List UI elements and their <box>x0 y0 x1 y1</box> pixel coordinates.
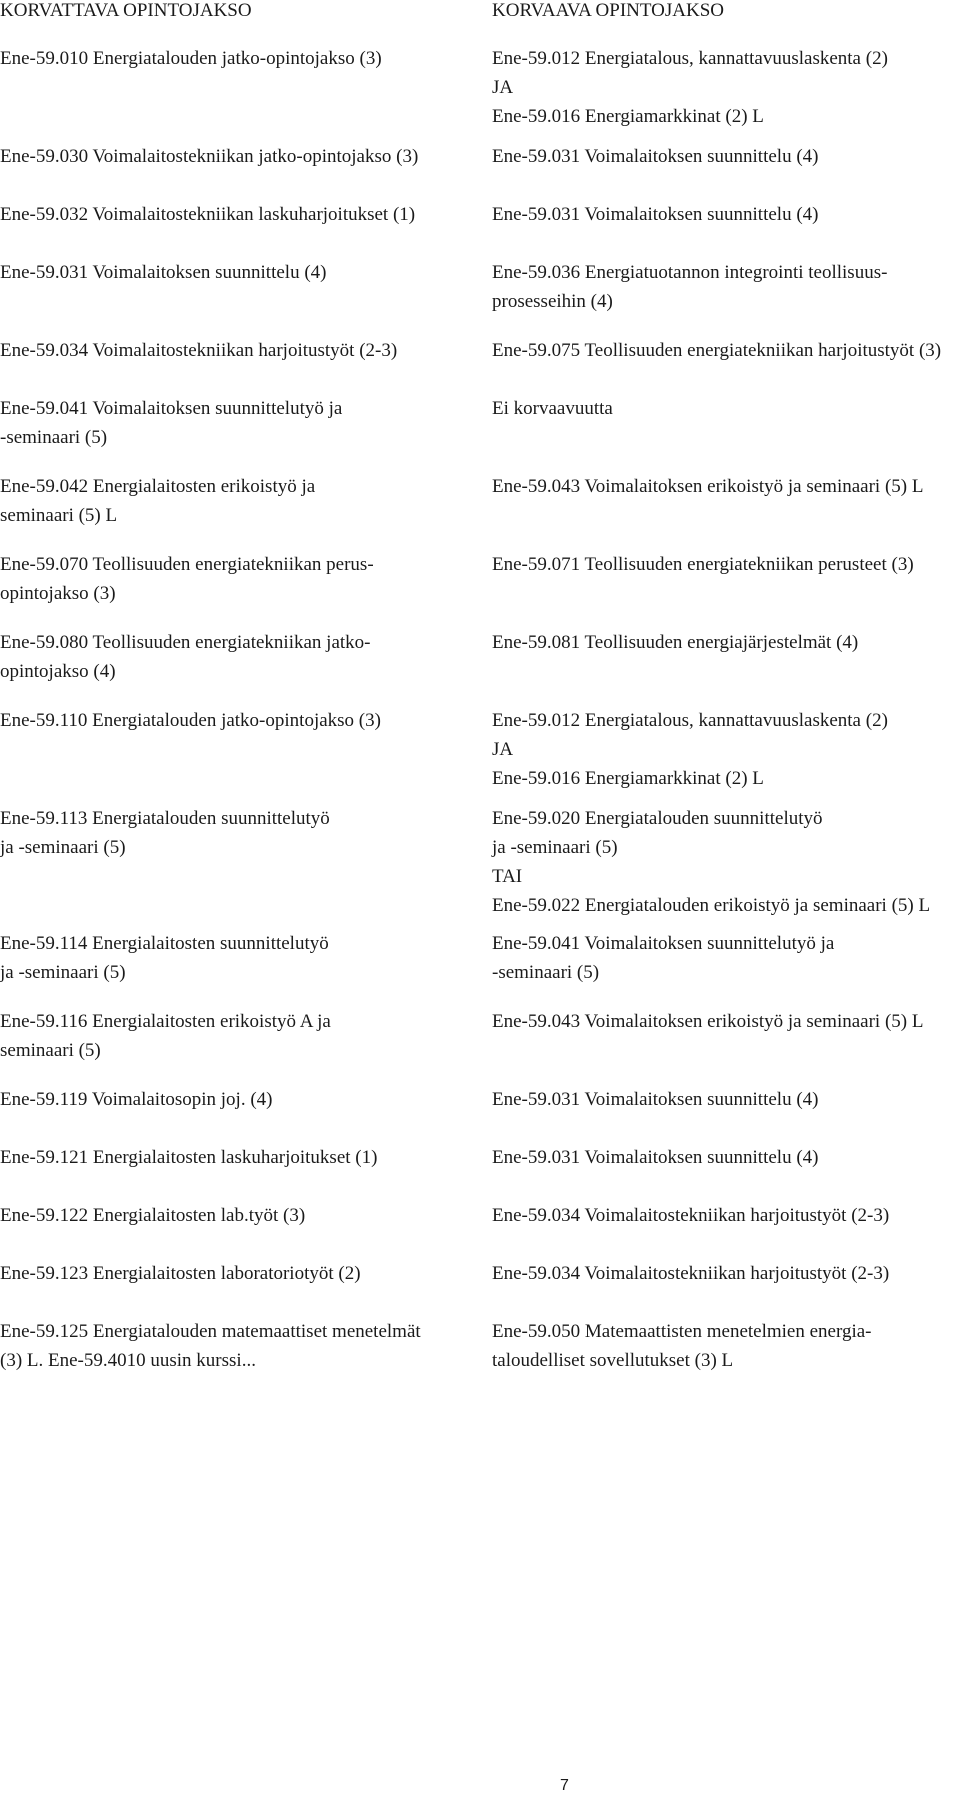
replacing-course-cell <box>492 1085 960 1114</box>
course-text-line: Ene-59.110 Energiatalouden jatko-opintojakso (3) <box>0 710 381 731</box>
course-text-line: Ene-59.070 Teollisuuden energiatekniikan perus- <box>0 554 374 575</box>
course-text-line: taloudelliset sovellutukset (3) L <box>492 1350 734 1371</box>
replacing-course-cell <box>492 258 960 316</box>
replaced-course-cell <box>0 1085 460 1114</box>
course-text-line: Ene-59.030 Voimalaitostekniikan jatko-opintojakso (3) <box>0 146 419 167</box>
replacing-course-cell <box>492 336 960 365</box>
replacing-course-cell <box>492 1007 960 1036</box>
course-text-line: Ene-59.043 Voimalaitoksen erikoistyö ja seminaari (5) L <box>492 1011 924 1032</box>
replaced-course-cell <box>0 258 460 287</box>
replaced-course-cell <box>0 200 460 229</box>
replaced-course-cell <box>0 550 460 608</box>
course-text-line: Ene-59.034 Voimalaitostekniikan harjoitustyöt (2-3) <box>0 340 398 361</box>
replaced-course-cell <box>0 44 460 73</box>
course-text-line: ja -seminaari (5) <box>492 837 618 858</box>
replacing-course-cell <box>492 1317 960 1375</box>
replacing-course-cell <box>492 550 960 579</box>
course-text-line: Ene-59.016 Energiamarkkinat (2) L <box>492 106 764 127</box>
replacing-course-cell <box>492 1201 960 1230</box>
replaced-course-cell <box>0 394 460 452</box>
course-text-line: Ene-59.041 Voimalaitoksen suunnittelutyö ja <box>0 398 343 419</box>
replaced-course-cell <box>0 628 460 686</box>
replacing-course-cell <box>492 472 960 501</box>
course-text-line: opintojakso (3) <box>0 583 116 604</box>
course-text-line: Ene-59.031 Voimalaitoksen suunnittelu (4) <box>492 1089 819 1110</box>
course-text-line: Ene-59.022 Energiatalouden erikoistyö ja seminaari (5) L <box>492 895 931 916</box>
replacing-course-cell <box>492 706 960 793</box>
course-text-line: Ene-59.125 Energiatalouden matemaattiset menetelmät <box>0 1321 421 1342</box>
course-text-line: Ene-59.032 Voimalaitostekniikan laskuharjoitukset (1) <box>0 204 416 225</box>
course-text-line: seminaari (5) L <box>0 505 118 526</box>
course-text-line: Ene-59.081 Teollisuuden energiajärjestelmät (4) <box>492 632 859 653</box>
course-text-line: Ene-59.075 Teollisuuden energiatekniikan harjoitustyöt (3) <box>492 340 942 361</box>
course-text-line: Ene-59.031 Voimalaitoksen suunnittelu (4) <box>492 1147 819 1168</box>
replaced-course-cell <box>0 929 460 987</box>
course-text-line: -seminaari (5) <box>0 427 108 448</box>
course-text-line: JA <box>492 739 514 760</box>
course-text-line: Ene-59.043 Voimalaitoksen erikoistyö ja seminaari (5) L <box>492 476 924 497</box>
course-text-line: ja -seminaari (5) <box>0 837 126 858</box>
replaced-course-cell <box>0 1317 460 1375</box>
course-text-line: Ene-59.119 Voimalaitosopin joj. (4) <box>0 1089 273 1110</box>
course-text-line: Ene-59.123 Energialaitosten laboratoriotyöt (2) <box>0 1263 361 1284</box>
replacing-course-cell <box>492 1259 960 1288</box>
course-text-line: Ene-59.020 Energiatalouden suunnittelutyö <box>492 808 823 829</box>
replacing-course-cell <box>492 804 960 920</box>
course-text-line: Ene-59.071 Teollisuuden energiatekniikan perusteet (3) <box>492 554 914 575</box>
course-text-line: TAI <box>492 866 523 887</box>
replaced-course-cell <box>0 1007 460 1065</box>
course-text-line: Ene-59.036 Energiatuotannon integrointi teollisuus- <box>492 262 888 283</box>
course-text-line: -seminaari (5) <box>492 962 600 983</box>
course-text-line: Ene-59.031 Voimalaitoksen suunnittelu (4) <box>492 204 819 225</box>
course-text-line: Ene-59.121 Energialaitosten laskuharjoitukset (1) <box>0 1147 378 1168</box>
course-text-line: Ene-59.034 Voimalaitostekniikan harjoitustyöt (2-3) <box>492 1263 890 1284</box>
course-text-line: seminaari (5) <box>0 1040 101 1061</box>
replaced-course-cell <box>0 142 460 171</box>
course-text-line: Ene-59.034 Voimalaitostekniikan harjoitustyöt (2-3) <box>492 1205 890 1226</box>
course-text-line: Ene-59.122 Energialaitosten lab.työt (3) <box>0 1205 306 1226</box>
replacing-course-cell <box>492 1143 960 1172</box>
course-text-line: Ene-59.012 Energiatalous, kannattavuuslaskenta (2) <box>492 710 888 731</box>
replaced-course-cell <box>0 1143 460 1172</box>
replaced-course-cell <box>0 336 460 365</box>
column-headers <box>0 0 960 30</box>
course-text-line: ja -seminaari (5) <box>0 962 126 983</box>
course-text-line: Ene-59.010 Energiatalouden jatko-opintojakso (3) <box>0 48 382 69</box>
course-text-line: Ene-59.041 Voimalaitoksen suunnittelutyö ja <box>492 933 835 954</box>
course-text-line: Ene-59.012 Energiatalous, kannattavuuslaskenta (2) <box>492 48 888 69</box>
course-text-line: prosesseihin (4) <box>492 291 613 312</box>
replacing-course-cell <box>492 200 960 229</box>
course-text-line: Ene-59.042 Energialaitosten erikoistyö ja <box>0 476 316 497</box>
course-text-line: Ei korvaavuutta <box>492 398 613 419</box>
course-text-line: Ene-59.080 Teollisuuden energiatekniikan jatko- <box>0 632 371 653</box>
replaced-course-cell <box>0 472 460 530</box>
course-text-line: Ene-59.050 Matemaattisten menetelmien energia- <box>492 1321 872 1342</box>
replacing-course-cell <box>492 394 960 423</box>
course-text-line: Ene-59.114 Energialaitosten suunnittelutyö <box>0 933 329 954</box>
page-number: 7 <box>560 1777 569 1794</box>
course-text-line: Ene-59.113 Energiatalouden suunnittelutyö <box>0 808 330 829</box>
course-text-line: opintojakso (4) <box>0 661 116 682</box>
course-text-line: Ene-59.116 Energialaitosten erikoistyö A ja <box>0 1011 331 1032</box>
replaced-course-cell <box>0 1259 460 1288</box>
header-replaced-course: KORVATTAVA OPINTOJAKSO <box>0 0 252 21</box>
course-text-line: Ene-59.031 Voimalaitoksen suunnittelu (4) <box>0 262 327 283</box>
replaced-course-cell <box>0 804 460 862</box>
header-replacing-course: KORVAAVA OPINTOJAKSO <box>492 0 724 21</box>
course-text-line: Ene-59.016 Energiamarkkinat (2) L <box>492 768 764 789</box>
course-text-line: (3) L. Ene-59.4010 uusin kurssi... <box>0 1350 256 1371</box>
replacing-course-cell <box>492 142 960 171</box>
replaced-course-cell <box>0 1201 460 1230</box>
replacing-course-cell <box>492 44 960 131</box>
replacing-course-cell <box>492 628 960 657</box>
replaced-course-cell <box>0 706 460 735</box>
course-text-line: Ene-59.031 Voimalaitoksen suunnittelu (4) <box>492 146 819 167</box>
replacing-course-cell <box>492 929 960 987</box>
course-text-line: JA <box>492 77 514 98</box>
